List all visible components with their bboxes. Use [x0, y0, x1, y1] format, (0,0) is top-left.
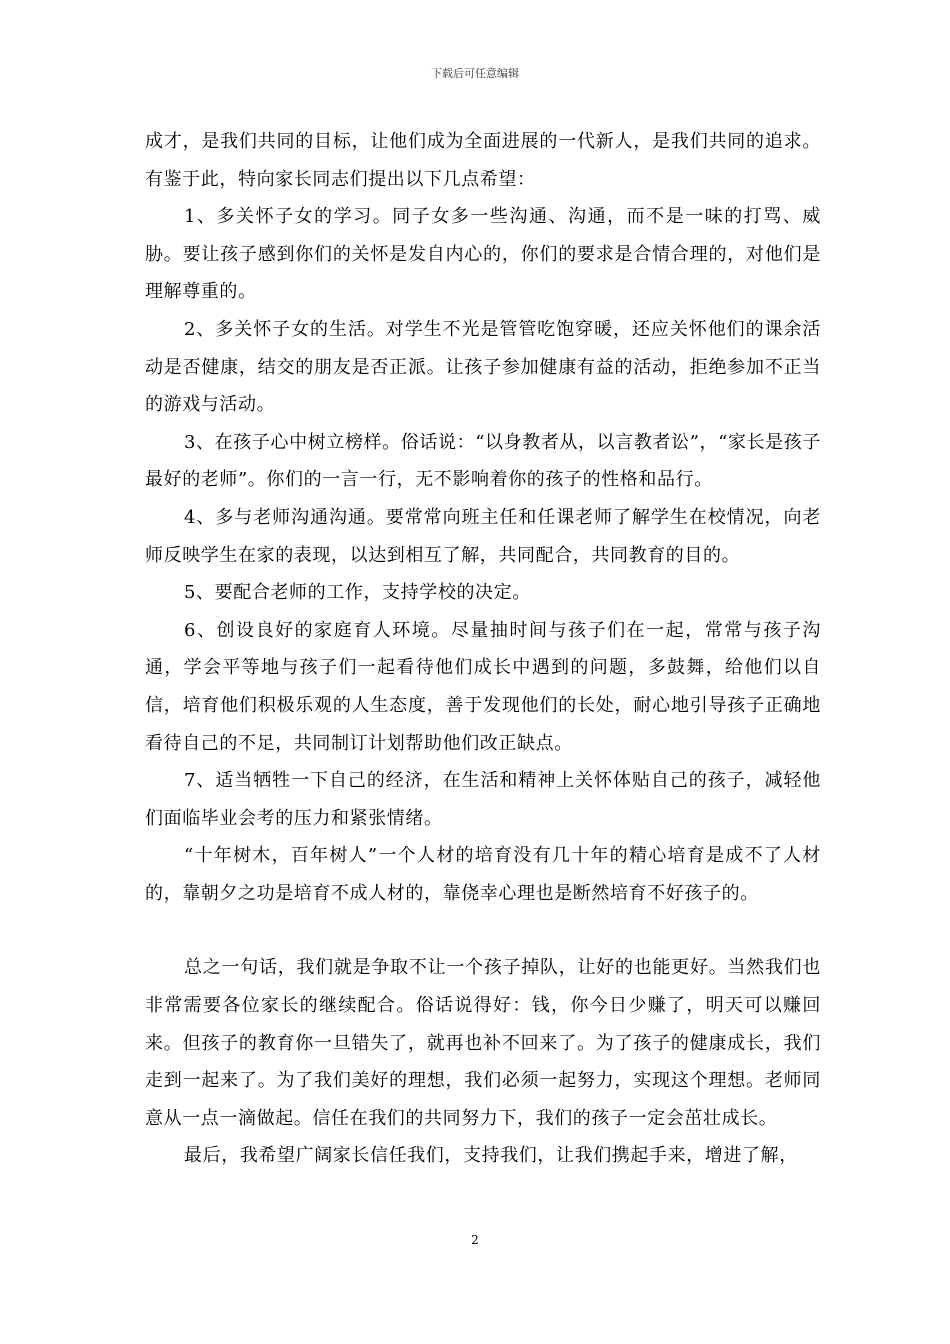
paragraph-item-4: 4、多与老师沟通沟通。要常常向班主任和任课老师了解学生在校情况，向老师反映学生在家的表现，以达到相互了解，共同配合，共同教育的目的。: [145, 506, 821, 566]
paragraph-quote: “十年树木，百年树人”一个人材的培育没有几十年的精心培育是成不了人材的，靠朝夕之功是培育不成人材的，靠侥幸心理也是断然培育不好孩子的。: [145, 845, 821, 904]
page-number: 2: [471, 1233, 479, 1247]
paragraph-item-5: 5、要配合老师的工作，支持学校的决定。: [184, 582, 531, 604]
paragraph-closing: 最后，我希望广阔家长信任我们，支持我们，让我们携起手来，增进了解，: [184, 1145, 798, 1167]
paragraph-item-3: 3、在孩子心中树立榜样。俗话说：“以身教者从，以言教者讼”，“家长是孩子最好的老师”。你们的一言一行，无不影响着你的孩子的性格和品行。: [145, 431, 821, 491]
paragraph-summary: 总之一句话，我们就是争取不让一个孩子掉队，让好的也能更好。当然我们也非常需要各位家长的继续配合。俗话说得好：钱，你今日少赚了，明天可以赚回来。但孩子的教育你一旦错失了，就再也补不回来了。为了孩子的健康成长，我们走到一起来了。为了我们美好的理想，我们必须一起努力，实现这个理想。老师同意从一点一滴做起。信任在我们的共同努力下，我们的孩子一定会茁壮成长。: [145, 957, 821, 1129]
paragraph-intro: 成才，是我们共同的目标，让他们成为全面进展的一代新人，是我们共同的追求。有鉴于此，特向家长同志们提出以下几点希望：: [145, 131, 821, 190]
paragraph-item-6: 6、创设良好的家庭育人环境。尽量抽时间与孩子们在一起，常常与孩子沟通，学会平等地与孩子们一起看待他们成长中遇到的问题，多鼓舞，给他们以自信，培育他们积极乐观的人生态度，善于发现他们的长处，耐心地引导孩子正确地看待自己的不足，共同制订计划帮助他们改正缺点。: [145, 619, 821, 754]
paragraph-item-7: 7、适当牺牲一下自己的经济，在生活和精神上关怀体贴自己的孩子，减轻他们面临毕业会考的压力和紧张情绪。: [145, 770, 821, 829]
document-body: [145, 123, 821, 1175]
paragraph-item-1: 1、多关怀子女的学习。同子女多一些沟通、沟通，而不是一味的打骂、威胁。要让孩子感到你们的关怀是发自内心的，你们的要求是合情合理的，对他们是理解尊重的。: [145, 206, 821, 303]
page-header-note: 下载后可任意编辑: [431, 67, 519, 80]
paragraph-item-2: 2、多关怀子女的生活。对学生不光是管管吃饱穿暖，还应关怀他们的课余活动是否健康，结交的朋友是否正派。让孩子参加健康有益的活动，拒绝参加不正当的游戏与活动。: [145, 318, 821, 416]
